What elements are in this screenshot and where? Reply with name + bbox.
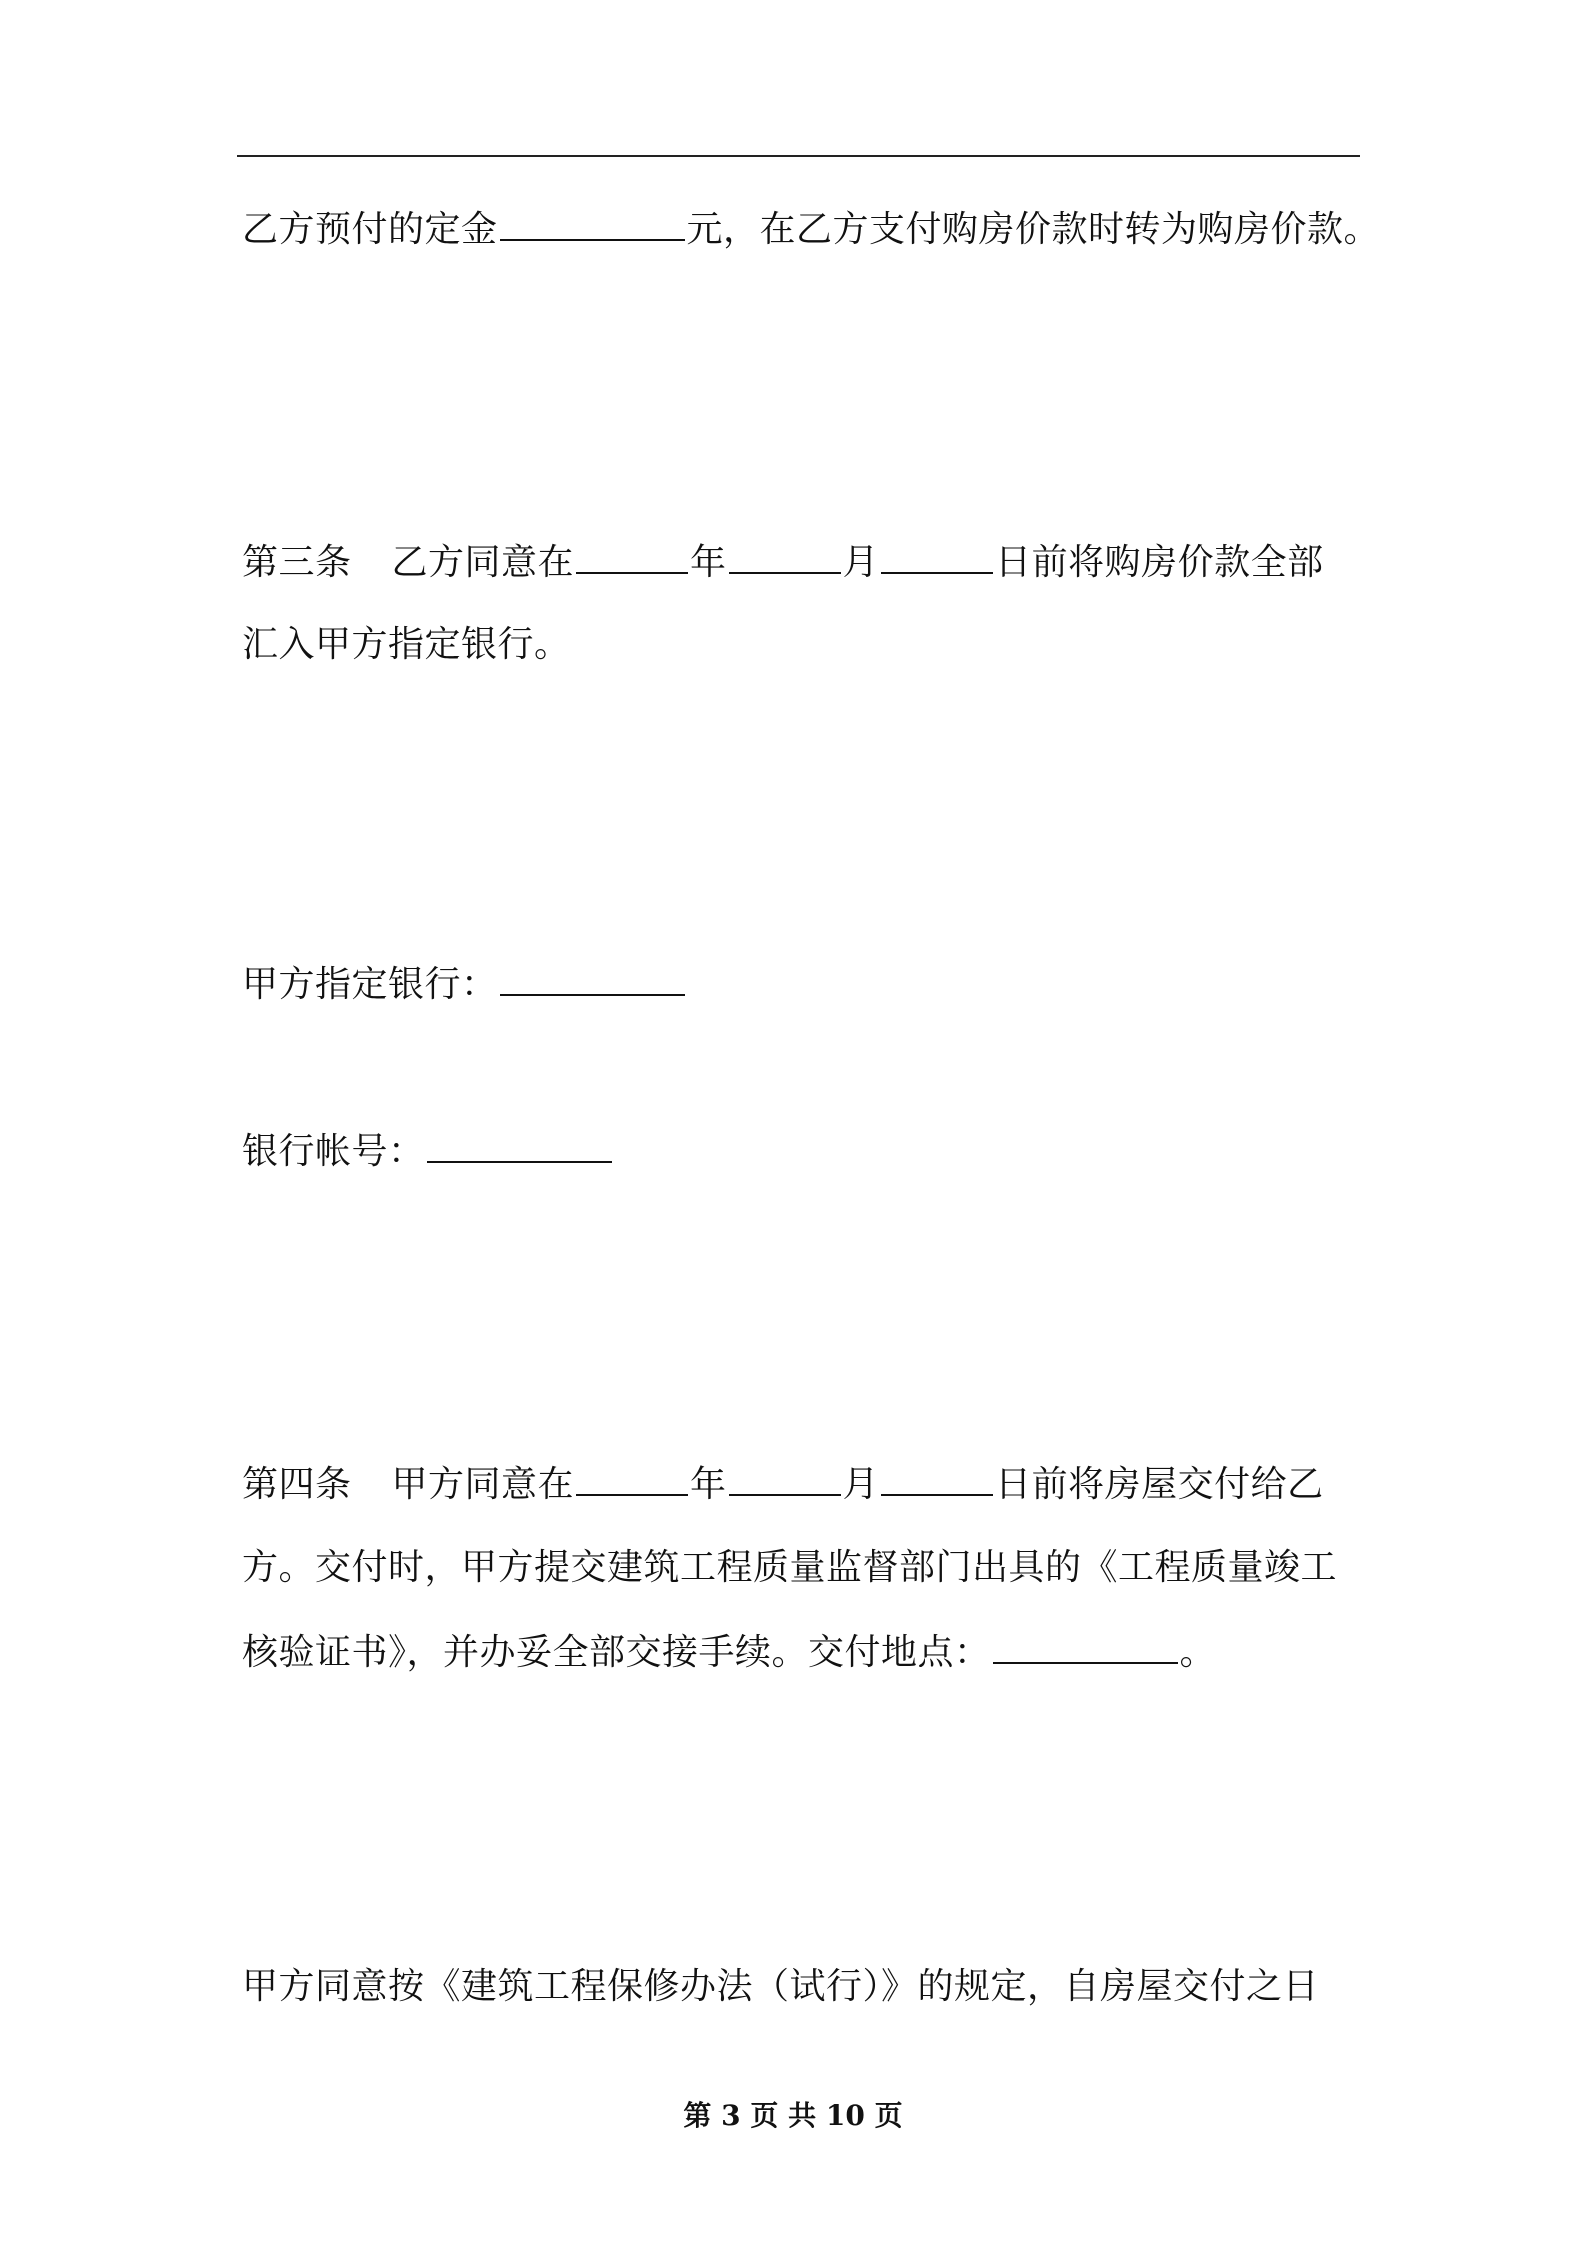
designated-bank-blank: [500, 960, 685, 996]
deposit-line: [242, 205, 1380, 254]
bank-account-label: 银行帐号：: [242, 1131, 425, 1172]
article4-line3: [242, 1628, 1216, 1677]
bank-account-line: [242, 1127, 614, 1176]
article4-day-blank: [881, 1460, 993, 1496]
designated-bank-label: 甲方指定银行：: [242, 964, 498, 1005]
article4-month: 月: [842, 1464, 880, 1505]
delivery-location-blank: [993, 1628, 1178, 1664]
article4-line2: 方。交付时，甲方提交建筑工程质量监督部门出具的《工程质量竣工: [242, 1547, 1338, 1588]
article3-year-blank: [576, 538, 688, 574]
article4-year: 年: [690, 1464, 727, 1505]
article4-line3-suffix: 。: [1179, 1632, 1217, 1673]
article3-line1: [242, 538, 1324, 587]
article4-year-blank: [576, 1460, 688, 1496]
article4-label: 第四条: [242, 1464, 352, 1505]
deposit-amount-blank: [500, 205, 685, 241]
page-number-footer: 第 3 页 共 10 页: [683, 2099, 903, 2132]
article4-line1: [242, 1460, 1324, 1509]
article3-year: 年: [690, 542, 727, 583]
warranty-line: 甲方同意按《建筑工程保修办法（试行）》的规定，自房屋交付之日: [242, 1966, 1320, 2007]
deposit-prefix: 乙方预付的定金: [242, 209, 498, 250]
article3-text-b: 日前将购房价款全部: [995, 542, 1324, 583]
bank-account-blank: [427, 1127, 612, 1163]
article4-month-blank: [729, 1460, 841, 1496]
deposit-suffix: 元，在乙方支付购房价款时转为购房价款。: [686, 209, 1381, 250]
article4-text-b: 日前将房屋交付给乙: [995, 1464, 1324, 1505]
article4-text-a: 甲方同意在: [391, 1464, 575, 1505]
article3-label: 第三条: [242, 542, 352, 583]
article3-day-blank: [881, 538, 993, 574]
article3-text-a: 乙方同意在: [391, 542, 575, 583]
designated-bank-line: [242, 960, 687, 1009]
article3-month-blank: [729, 538, 841, 574]
article3-line2: 汇入甲方指定银行。: [242, 624, 571, 665]
article4-line3-prefix: 核验证书》，并办妥全部交接手续。交付地点：: [242, 1632, 991, 1673]
article3-month: 月: [842, 542, 880, 583]
header-rule: [237, 155, 1360, 157]
